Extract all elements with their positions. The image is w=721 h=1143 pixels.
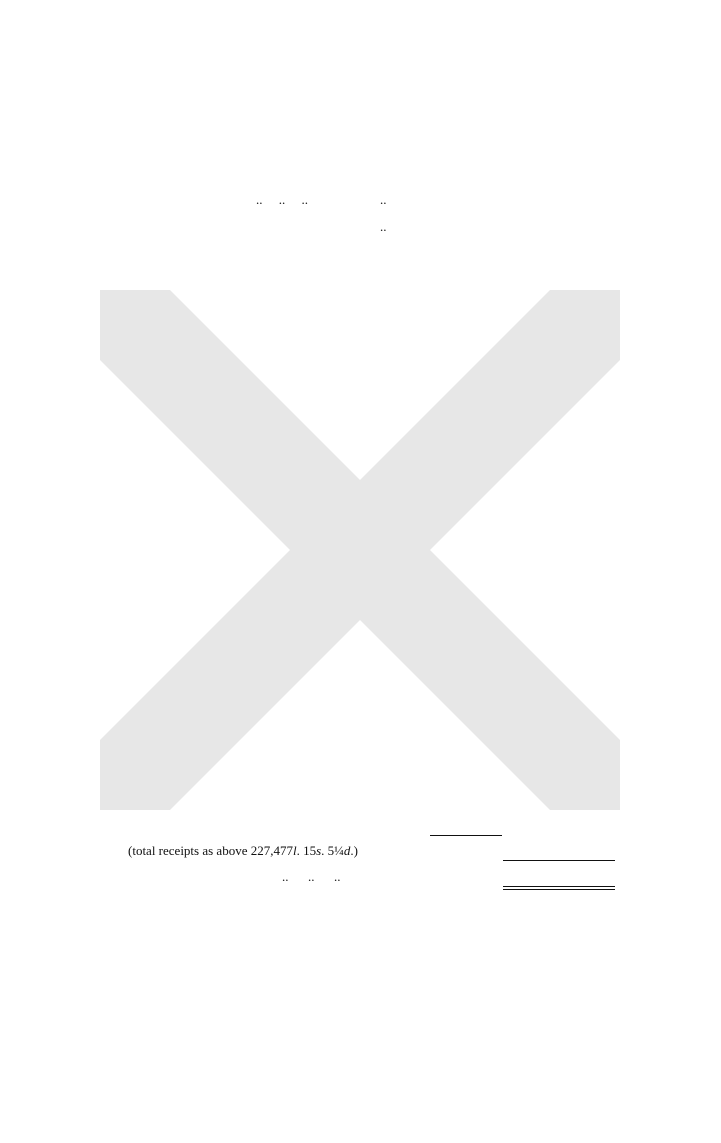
sum-rule xyxy=(430,835,502,836)
leader-dots: .. xyxy=(380,192,387,208)
greenwood-row-2 xyxy=(0,220,721,234)
leader-dots: .. .. .. xyxy=(282,869,341,884)
fund-heading-row-2 xyxy=(0,153,721,167)
total-top-rule xyxy=(503,860,615,861)
leader-dots: .. .. .. xyxy=(256,192,308,208)
total-double-rule-1 xyxy=(503,886,615,887)
leader-dots: .. xyxy=(380,219,387,235)
total-double-rule-2 xyxy=(503,889,615,890)
penzance-row-1 xyxy=(0,180,721,194)
charge-table xyxy=(0,139,721,234)
fund-heading-row xyxy=(0,139,721,153)
watermark-x-logo xyxy=(60,250,660,850)
penzance-row-2 xyxy=(0,193,721,207)
greenwood-row-1 xyxy=(0,207,721,221)
total-receipts-note: (total receipts as above 227,477l. 15s. 5¼d.) xyxy=(128,843,359,858)
ports-heading-row xyxy=(0,166,721,180)
